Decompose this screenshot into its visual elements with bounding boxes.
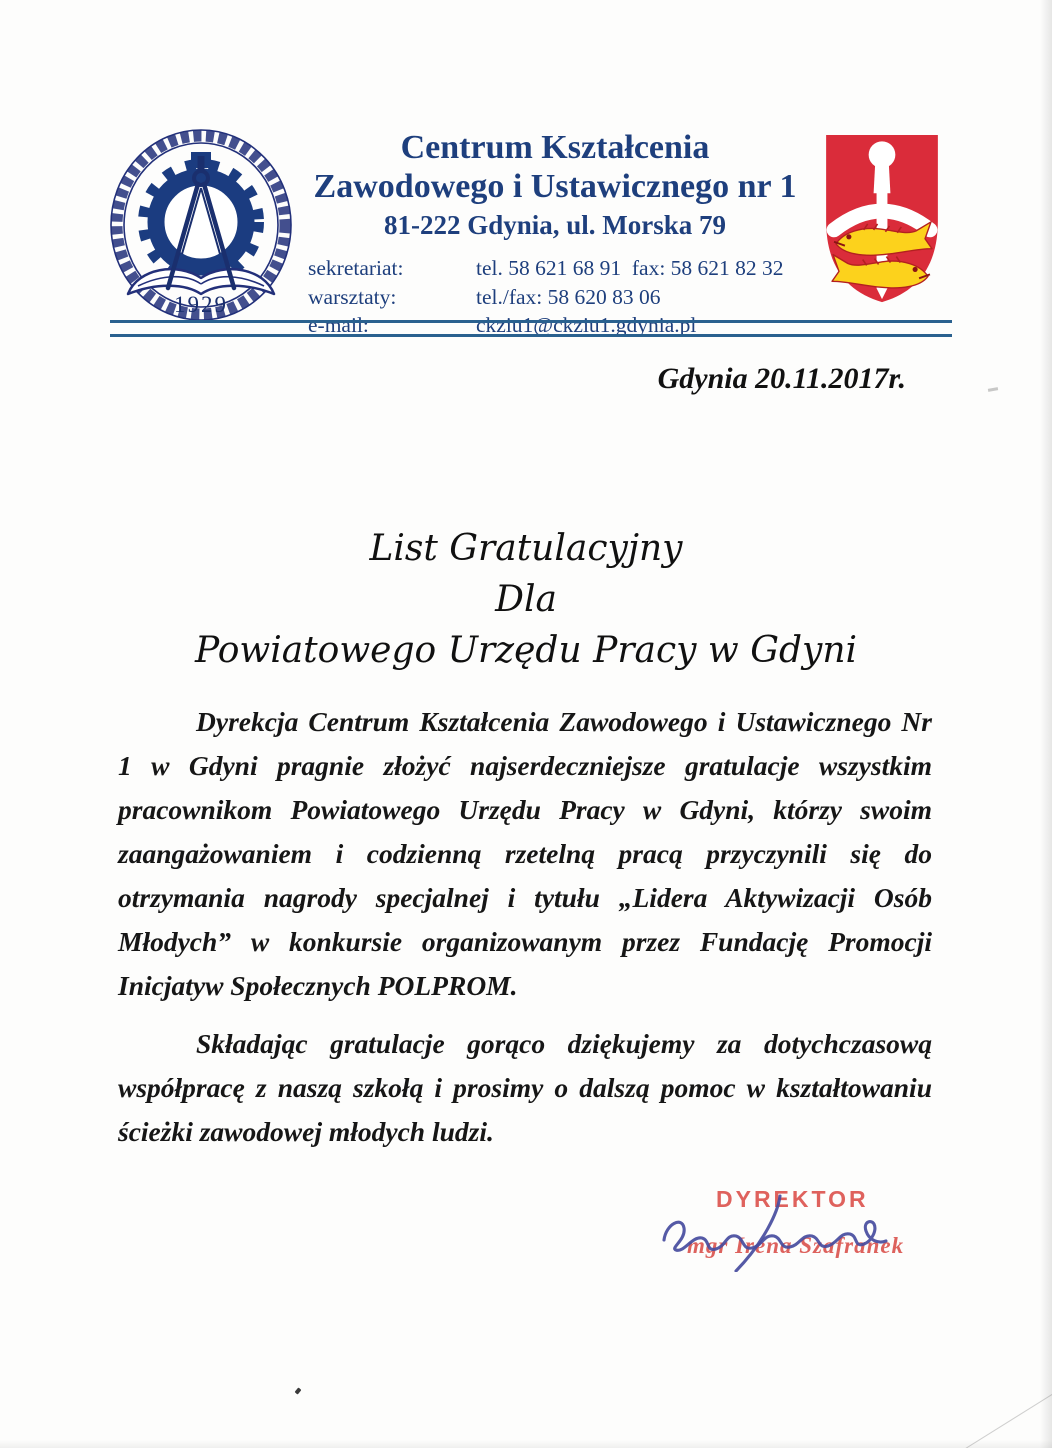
logo-year: 1929	[174, 292, 228, 317]
contact-value: ckziu1@ckziu1.gdynia.pl	[476, 313, 697, 338]
gdynia-coat-of-arms-icon	[820, 130, 944, 308]
paragraph-1: Dyrekcja Centrum Kształcenia Zawodowego i Ustawicznego Nr 1 w Gdyni pragnie złożyć najserdeczniejsze gratulacje wszystkim pracownikom Powiatowego Urzędu Pracy w Gdyni, którzy swoim zaangażowaniem i codzienną rzetelną pracą przyczynili się do otrzymania nagrody specjalnej i tytułu „Lidera Aktywizacji Osób Młodych” w konkursie organizowanym przez Fundację Promocji Inicjatyw Społecznych POLPROM.	[118, 706, 932, 1001]
date-line: Gdynia 20.11.2017r.	[657, 362, 906, 395]
title-line3: Powiatowego Urzędu Pracy w Gdyni	[194, 630, 858, 672]
org-address: 81-222 Gdynia, ul. Morska 79	[383, 209, 727, 240]
school-emblem-icon	[108, 126, 294, 324]
handwritten-signature	[652, 1194, 892, 1272]
org-name-line2: Zawodowego i Ustawicznego nr 1	[313, 168, 797, 206]
director-stamp-title: DYREKTOR	[716, 1186, 869, 1212]
director-stamp-name: mgr Irena Szafranek	[687, 1233, 905, 1258]
letter-title	[0, 523, 1052, 676]
header-divider	[110, 320, 952, 337]
contact-label: sekretariat:	[308, 256, 404, 281]
title-line2: Dla	[495, 579, 557, 621]
scan-edge-shadow	[1040, 0, 1052, 1448]
contact-value: tel./fax: 58 620 83 06	[476, 284, 661, 309]
contact-label: e-mail:	[308, 313, 369, 338]
letterhead	[288, 128, 822, 339]
scan-edge-shadow	[0, 1440, 1052, 1448]
contact-value: tel. 58 621 68 91 fax: 58 621 82 32	[476, 256, 784, 281]
contact-label: warsztaty:	[308, 284, 397, 309]
scan-speck	[988, 387, 998, 392]
scan-speck	[295, 1387, 302, 1394]
org-name-line1: Centrum Kształcenia	[400, 129, 710, 166]
title-line1: List Gratulacyjny	[369, 528, 683, 569]
paragraph-2: Składając gratulacje gorąco dziękujemy za dotychczasową współpracę z naszą szkołą i prosimy o dalszą pomoc w kształtowaniu ścieżki zawodowej młodych ludzi.	[118, 1028, 932, 1147]
letter-body	[118, 700, 932, 1168]
scan-fold-line	[952, 1382, 1052, 1448]
